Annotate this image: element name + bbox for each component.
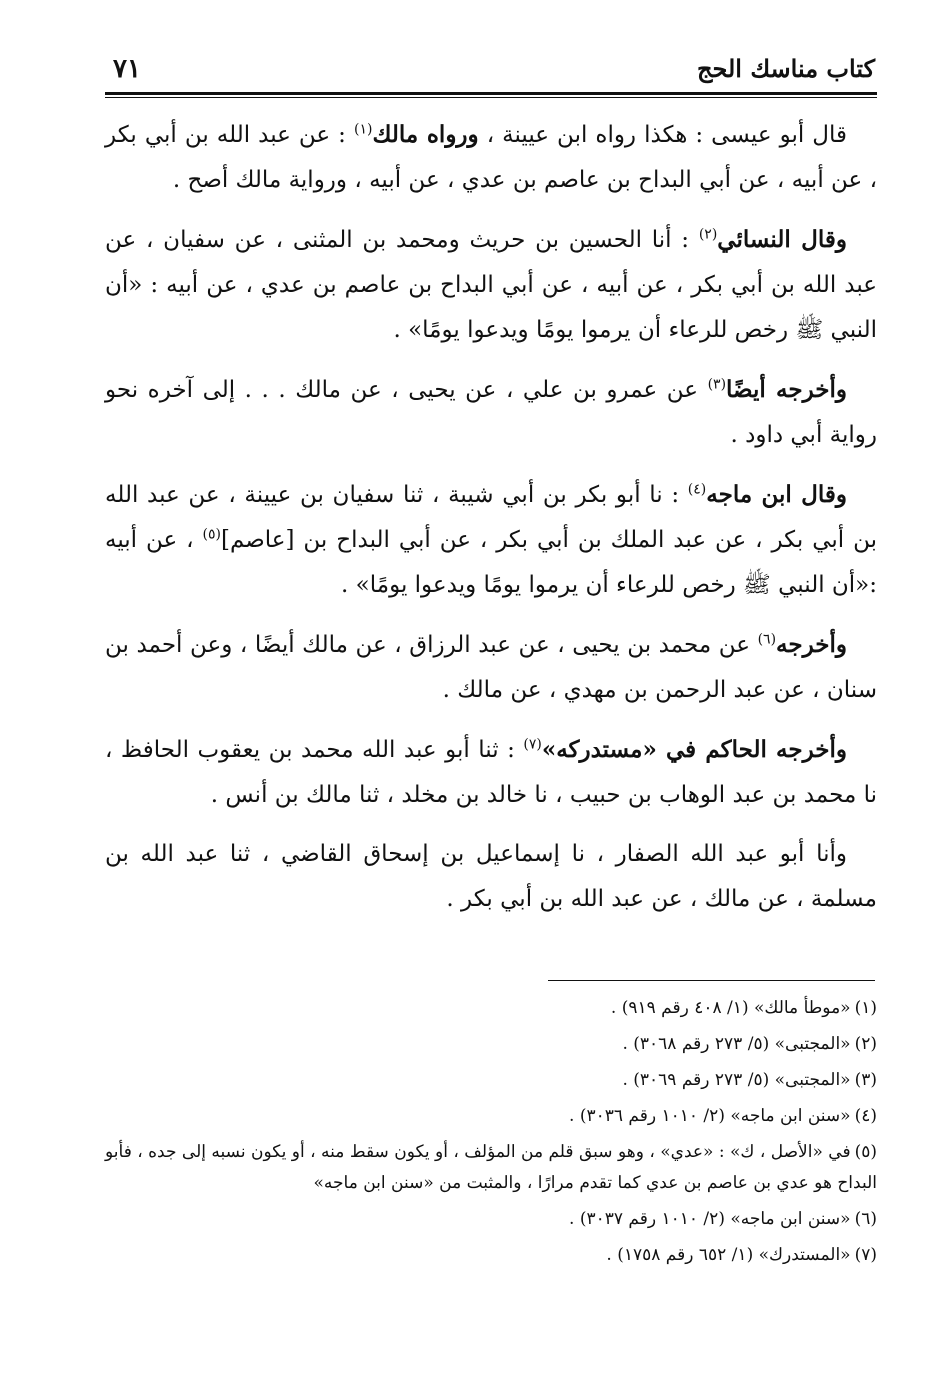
footnote-text: «سنن ابن ماجه» (٢/ ١٠١٠ رقم ٣٠٣٧) .: [569, 1209, 851, 1229]
footnote-number: (١): [854, 998, 877, 1018]
footnote-7: [105, 1240, 877, 1271]
paragraph-2: [105, 217, 877, 353]
page-number: ٧١: [113, 54, 141, 84]
paragraph-4: [105, 472, 877, 608]
paragraph-text: : نا أبو بكر بن أبي شيبة ، ثنا سفيان بن عيينة ، عن عبد الله بن أبي بكر ، عن عبد الملك بن أبي بكر ، عن أبي البداح بن [عاصم]: [105, 482, 877, 553]
footnote-number: (٤): [854, 1106, 877, 1126]
footnote-text: «سنن ابن ماجه» (٢/ ١٠١٠ رقم ٣٠٣٦) .: [569, 1106, 851, 1126]
footnote-1: [105, 993, 877, 1024]
paragraph-bold-lead: وأخرجه أيضًا: [726, 376, 847, 403]
paragraph-bold-lead: وقال ابن ماجه: [706, 481, 848, 508]
footnote-ref[interactable]: (٤): [687, 481, 707, 498]
main-text: [105, 112, 877, 936]
paragraph-1: [105, 112, 877, 203]
footnote-ref[interactable]: (٣): [707, 376, 727, 393]
paragraph-text: : أنا الحسين بن حريث ومحمد بن المثنى ، عن سفيان ، عن عبد الله بن أبي بكر ، عن أبيه ، عن أبي البداح بن عاصم بن عدي ، عن أبيه : «أن النبي ﷺ رخص للرعاء أن يرموا يومًا ويدعوا يومًا» .: [105, 227, 877, 343]
footnote-text: «المستدرك» (١/ ٦٥٢ رقم ١٧٥٨) .: [606, 1245, 851, 1265]
footnote-2: [105, 1029, 877, 1060]
footnote-ref[interactable]: (٦): [757, 631, 777, 648]
footnote-number: (٣): [854, 1070, 877, 1090]
header-rule-thin: [105, 97, 877, 98]
paragraph-5: [105, 622, 877, 713]
footnote-ref[interactable]: (٧): [523, 736, 542, 753]
footnote-text: «المجتبى» (٥/ ٢٧٣ رقم ٣٠٦٨) .: [622, 1034, 851, 1054]
paragraph-text: : عن عبد الله بن أبي بكر ، عن أبيه ، عن أبي البداح بن عاصم بن عدي ، عن أبيه ، ورواية مالك أصح .: [105, 122, 877, 193]
footnotes: [105, 993, 877, 1276]
footnote-number: (٧): [854, 1245, 877, 1265]
header-rule-thick: [105, 92, 877, 95]
footnote-number: (٥): [854, 1142, 877, 1162]
footnote-6: [105, 1204, 877, 1235]
paragraph-text: : ثنا أبو عبد الله محمد بن يعقوب الحافظ ، نا محمد بن عبد الوهاب بن حبيب ، نا خالد بن مخلد ، ثنا مالك بن أنس .: [105, 737, 877, 808]
paragraph-bold-lead: وأخرجه الحاكم في «مستدركه»: [541, 736, 848, 763]
paragraph-text: عن محمد بن يحيى ، عن عبد الرزاق ، عن مالك أيضًا ، وعن أحمد بن سنان ، عن عبد الرحمن بن مهدي ، عن مالك .: [105, 632, 877, 703]
footnote-ref[interactable]: (٥): [202, 526, 221, 543]
footnote-number: (٦): [854, 1209, 877, 1229]
running-header: [105, 52, 875, 92]
paragraph-text: عن عمرو بن علي ، عن يحيى ، عن مالك . . . إلى آخره نحو رواية أبي داود .: [105, 377, 877, 448]
paragraph-bold-lead: ورواه مالك: [372, 121, 479, 148]
paragraph-text: ، عن أبيه :«أن النبي ﷺ رخص للرعاء أن يرموا يومًا ويدعوا يومًا» .: [105, 527, 877, 598]
paragraph-bold-lead: وأخرجه: [776, 631, 847, 658]
footnote-separator: [548, 980, 875, 981]
paragraph-text: قال أبو عيسى : هكذا رواه ابن عيينة ،: [478, 122, 847, 148]
footnote-number: (٢): [854, 1034, 877, 1054]
paragraph-7: [105, 832, 877, 922]
paragraph-3: [105, 367, 877, 458]
footnote-text: في «الأصل ، ك» : «عدي» ، وهو سبق قلم من المؤلف ، أو يكون سقط منه ، أو يكون نسبه إلى جده ، فأبو البداح هو عدي بن عاصم بن عدي كما تقدم مرارًا ، والمثبت من «سنن ابن ماجه»: [105, 1142, 877, 1193]
paragraph-text: وأنا أبو عبد الله الصفار ، نا إسماعيل بن إسحاق القاضي ، ثنا عبد الله بن مسلمة ، عن مالك ، عن عبد الله بن أبي بكر .: [105, 841, 877, 912]
footnote-4: [105, 1101, 877, 1132]
footnote-text: «المجتبى» (٥/ ٢٧٣ رقم ٣٠٦٩) .: [622, 1070, 851, 1090]
paragraph-6: [105, 727, 877, 818]
footnote-ref[interactable]: (١): [353, 121, 373, 138]
paragraph-bold-lead: وقال النسائي: [717, 226, 847, 253]
book-title: كتاب مناسك الحج: [697, 54, 875, 83]
footnote-text: «موطأ مالك» (١/ ٤٠٨ رقم ٩١٩) .: [610, 998, 851, 1018]
footnote-3: [105, 1065, 877, 1096]
footnote-5: [105, 1137, 877, 1199]
footnote-ref[interactable]: (٢): [698, 226, 718, 243]
